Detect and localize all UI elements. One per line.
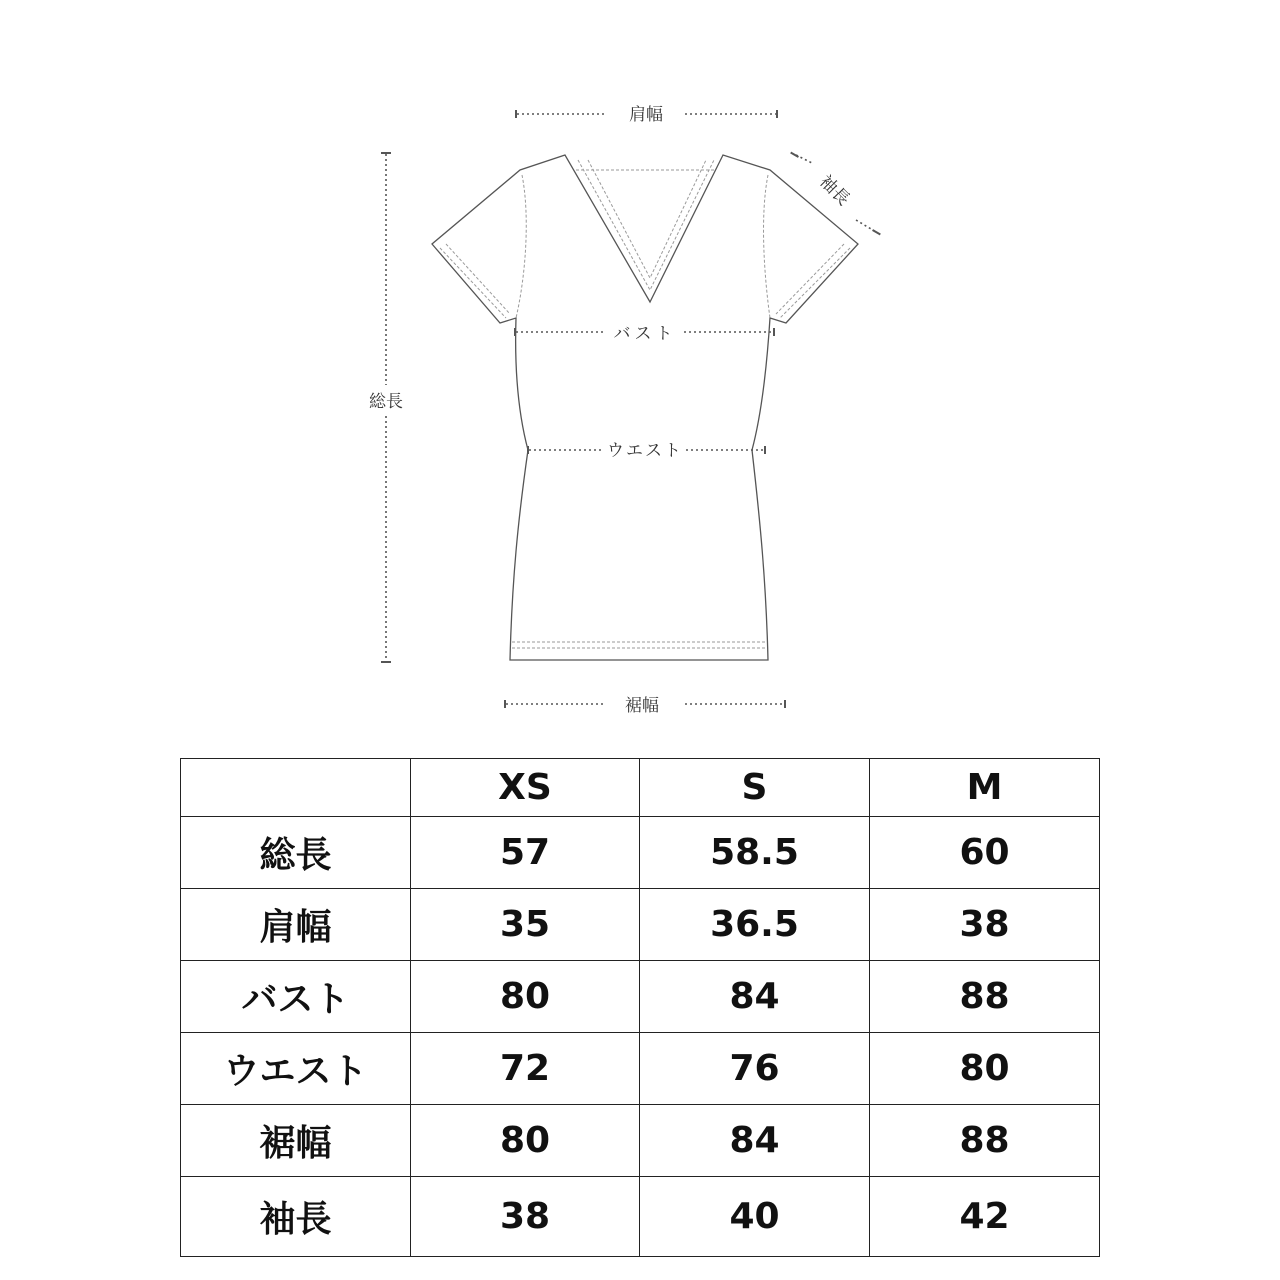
bust-label: バスト — [613, 324, 677, 344]
row-label: 肩幅 — [181, 889, 411, 961]
table-cell: 84 — [640, 1105, 870, 1177]
table-cell: 40 — [640, 1177, 870, 1257]
table-row — [181, 961, 1100, 1033]
table-row — [181, 1105, 1100, 1177]
sleeve-label: 袖長 — [815, 171, 854, 210]
table-cell: 84 — [640, 961, 870, 1033]
tshirt-body — [432, 155, 858, 660]
table-cell: 38 — [411, 1177, 640, 1257]
hem-measure — [504, 696, 786, 716]
table-cell: 80 — [870, 1033, 1100, 1105]
header-size-m: M — [870, 759, 1100, 817]
table-cell: 80 — [411, 961, 640, 1033]
row-label: ウエスト — [181, 1033, 411, 1105]
table-cell: 35 — [411, 889, 640, 961]
tshirt-outline — [432, 155, 858, 660]
table-cell: 57 — [411, 817, 640, 889]
header-corner-cell — [181, 759, 411, 817]
length-label: 総長 — [369, 392, 403, 412]
table-row — [181, 889, 1100, 961]
shoulder-measure — [515, 105, 778, 125]
table-row — [181, 1177, 1100, 1257]
table-cell: 60 — [870, 817, 1100, 889]
table-cell: 76 — [640, 1033, 870, 1105]
header-size-xs: XS — [411, 759, 640, 817]
table-cell: 88 — [870, 961, 1100, 1033]
length-measure — [369, 152, 403, 663]
waist-label: ウエスト — [607, 441, 683, 461]
table-row — [181, 817, 1100, 889]
hem-label: 裾幅 — [625, 696, 659, 716]
table-row — [181, 1033, 1100, 1105]
table-cell: 72 — [411, 1033, 640, 1105]
size-chart-table — [180, 758, 1100, 1257]
header-size-s: S — [640, 759, 870, 817]
table-cell: 36.5 — [640, 889, 870, 961]
table-cell: 88 — [870, 1105, 1100, 1177]
table-cell: 38 — [870, 889, 1100, 961]
table-cell: 58.5 — [640, 817, 870, 889]
row-label: 裾幅 — [181, 1105, 411, 1177]
row-label: 総長 — [181, 817, 411, 889]
table-cell: 42 — [870, 1177, 1100, 1257]
row-label: バスト — [181, 961, 411, 1033]
table-header-row — [181, 759, 1100, 817]
table-cell: 80 — [411, 1105, 640, 1177]
row-label: 袖長 — [181, 1177, 411, 1257]
shoulder-label: 肩幅 — [629, 105, 663, 125]
